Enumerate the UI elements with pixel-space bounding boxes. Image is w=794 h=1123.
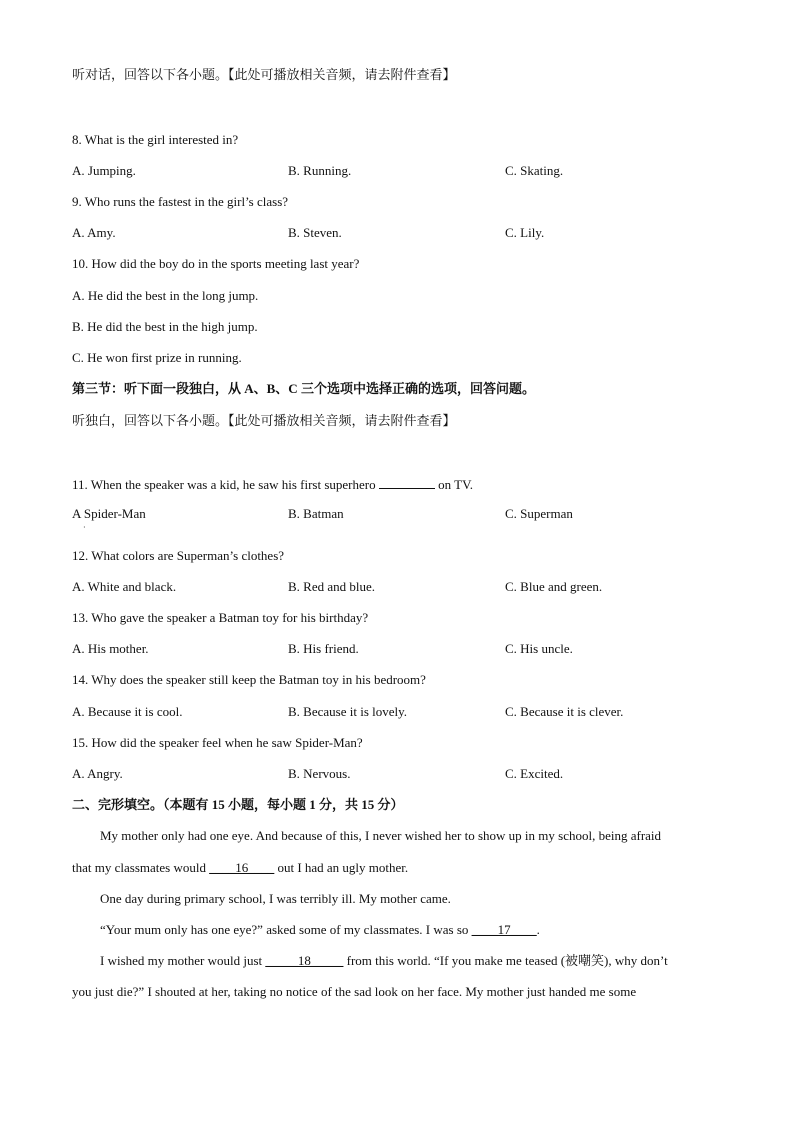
option-a: A. Angry. bbox=[72, 766, 123, 781]
option-a: A. White and black. bbox=[72, 579, 177, 594]
answer-blank bbox=[379, 475, 435, 489]
part-2-heading: 二、完形填空。（本题有 15 小题，每小题 1 分，共 15 分） bbox=[72, 797, 404, 812]
text-span: out I had an ugly mother. bbox=[274, 860, 409, 875]
text-span: that my classmates would bbox=[72, 860, 210, 875]
option-c: C. Lily. bbox=[505, 225, 545, 240]
option-c: C. His uncle. bbox=[505, 641, 573, 656]
option-a: A. Jumping. bbox=[72, 163, 136, 178]
listen-note-dialogue: 听对话，回答以下各小题。【此处可播放相关音频，请去附件查看】 bbox=[72, 67, 456, 82]
option-c: C. Superman bbox=[505, 506, 573, 521]
passage-line bbox=[72, 860, 408, 876]
text-span: . bbox=[536, 922, 540, 937]
option-b: B. Steven. bbox=[288, 225, 342, 240]
option-b: B. Because it is lovely. bbox=[288, 704, 408, 719]
option-a: A. He did the best in the long jump. bbox=[72, 288, 259, 303]
option-a: A Spider-Man bbox=[72, 506, 146, 521]
question-stem: 8. What is the girl interested in? bbox=[72, 132, 239, 147]
section-3-heading: 第三节：听下面一段独白，从 A、B、C 三个选项中选择正确的选项，回答问题。 bbox=[72, 381, 535, 396]
question-stem: 9. Who runs the fastest in the girl’s class? bbox=[72, 194, 289, 209]
option-c: C. Skating. bbox=[505, 163, 564, 178]
text-span: from this world. “If you make me teased (被嘲笑), why don’t bbox=[343, 953, 668, 968]
passage-line: One day during primary school, I was terribly ill. My mother came. bbox=[100, 891, 451, 906]
question-stem: 10. How did the boy do in the sports meeting last year? bbox=[72, 256, 360, 271]
option-b: B. His friend. bbox=[288, 641, 359, 656]
question-stem: 15. How did the speaker feel when he saw Spider-Man? bbox=[72, 735, 363, 750]
passage-line: you just die?” I shouted at her, taking no notice of the sad look on her face. My mother just handed me some bbox=[72, 984, 637, 999]
listen-note-monologue: 听独白，回答以下各小题。【此处可播放相关音频，请去附件查看】 bbox=[72, 413, 456, 428]
passage-line bbox=[100, 953, 668, 969]
blank-18: _____18_____ bbox=[265, 953, 344, 968]
option-a: A. Because it is cool. bbox=[72, 704, 183, 719]
question-stem: 13. Who gave the speaker a Batman toy for his birthday? bbox=[72, 610, 369, 625]
passage-line bbox=[100, 922, 540, 938]
blank-17: ____17____ bbox=[471, 922, 537, 937]
blank-16: ____16____ bbox=[209, 860, 275, 875]
option-c: C. Blue and green. bbox=[505, 579, 603, 594]
option-b: B. He did the best in the high jump. bbox=[72, 319, 258, 334]
option-b: B. Batman bbox=[288, 506, 344, 521]
question-stem: 12. What colors are Superman’s clothes? bbox=[72, 548, 285, 563]
option-c: C. Because it is clever. bbox=[505, 704, 624, 719]
option-c: C. Excited. bbox=[505, 766, 564, 781]
passage-line: My mother only had one eye. And because of this, I never wished her to show up in my school, being afraid bbox=[100, 828, 662, 843]
text-span: “Your mum only has one eye?” asked some of my classmates. I was so bbox=[100, 922, 472, 937]
stem-after: on TV. bbox=[434, 477, 474, 492]
text-span: I wished my mother would just bbox=[100, 953, 266, 968]
question-stem: 14. Why does the speaker still keep the Batman toy in his bedroom? bbox=[72, 672, 426, 687]
option-b: B. Red and blue. bbox=[288, 579, 376, 594]
option-b: B. Running. bbox=[288, 163, 352, 178]
option-a: A. His mother. bbox=[72, 641, 149, 656]
option-b: B. Nervous. bbox=[288, 766, 351, 781]
stem-before: 11. When the speaker was a kid, he saw his first superhero bbox=[72, 477, 379, 492]
dot-mark: · bbox=[83, 523, 86, 532]
question-stem bbox=[72, 475, 473, 493]
option-a: A. Amy. bbox=[72, 225, 116, 240]
option-c: C. He won first prize in running. bbox=[72, 350, 242, 365]
